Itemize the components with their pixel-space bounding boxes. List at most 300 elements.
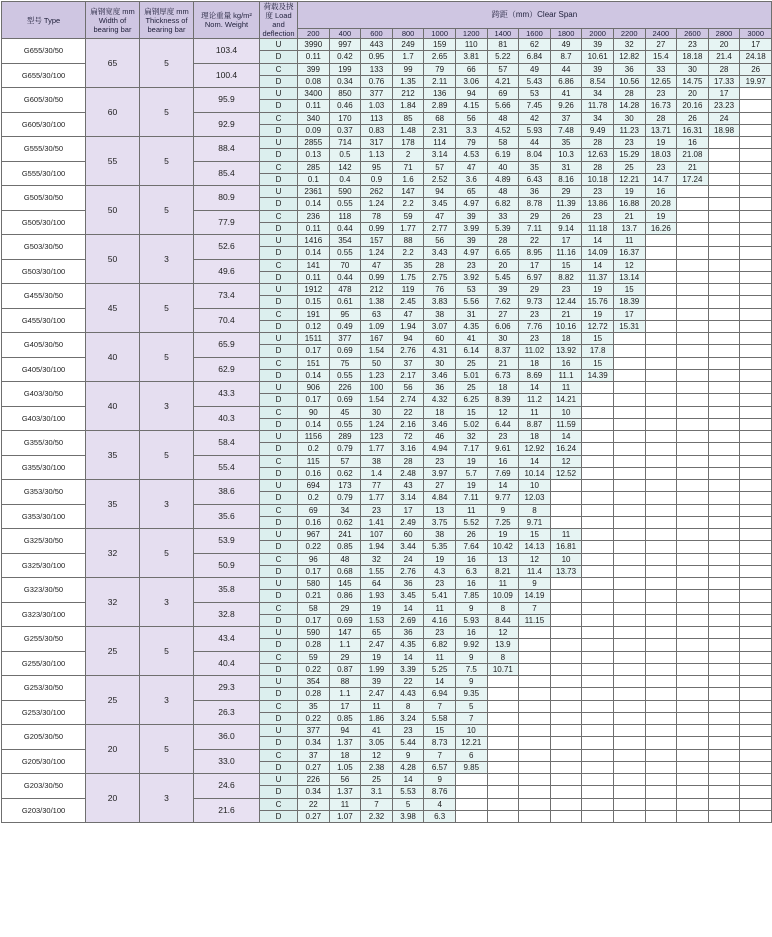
table-row [2, 39, 772, 51]
value-cell: 354 [298, 676, 330, 688]
value-cell: 16.81 [550, 541, 582, 553]
value-cell: 11.37 [582, 271, 614, 283]
bar-thickness-cell: 3 [140, 774, 194, 823]
value-cell: 5 [392, 798, 424, 810]
value-cell [740, 700, 772, 712]
value-cell [519, 663, 551, 675]
value-cell [613, 480, 645, 492]
value-cell: 17.24 [677, 173, 709, 185]
value-cell: 5.43 [519, 75, 551, 87]
value-cell: 0.27 [298, 810, 330, 822]
value-cell: 262 [361, 186, 393, 198]
load-deflection-cell: D [260, 688, 298, 700]
value-cell: 17 [519, 259, 551, 271]
value-cell [708, 541, 740, 553]
value-cell [613, 786, 645, 798]
value-cell: 0.28 [298, 688, 330, 700]
value-cell [550, 492, 582, 504]
value-cell: 5.53 [392, 786, 424, 798]
value-cell [550, 725, 582, 737]
value-cell [677, 725, 709, 737]
value-cell: 56 [329, 774, 361, 786]
value-cell: 1.6 [392, 173, 424, 185]
value-cell: 906 [298, 382, 330, 394]
value-cell: 11 [424, 651, 456, 663]
load-deflection-cell: C [260, 357, 298, 369]
value-cell: 1.23 [361, 369, 393, 381]
value-cell: 47 [455, 161, 487, 173]
value-cell: 24.18 [740, 51, 772, 63]
value-cell [677, 345, 709, 357]
load-deflection-cell: D [260, 541, 298, 553]
value-cell: 1511 [298, 333, 330, 345]
value-cell: 31 [455, 308, 487, 320]
table-row [2, 578, 772, 590]
value-cell: 6.3 [424, 810, 456, 822]
value-cell [740, 271, 772, 283]
value-cell [677, 737, 709, 749]
value-cell [645, 431, 677, 443]
value-cell [613, 774, 645, 786]
value-cell [708, 467, 740, 479]
value-cell [740, 590, 772, 602]
type-cell: G253/30/50 [2, 676, 86, 701]
load-deflection-cell: D [260, 124, 298, 136]
load-deflection-cell: D [260, 75, 298, 87]
value-cell [677, 467, 709, 479]
value-cell [613, 541, 645, 553]
value-cell [550, 700, 582, 712]
value-cell: 48 [487, 186, 519, 198]
table-row [2, 186, 772, 198]
value-cell [708, 614, 740, 626]
type-cell: G205/30/100 [2, 749, 86, 774]
value-cell: 22 [298, 798, 330, 810]
value-cell: 9.85 [455, 761, 487, 773]
load-deflection-cell: U [260, 88, 298, 100]
value-cell: 2.89 [424, 100, 456, 112]
weight-cell: 88.4 [194, 137, 260, 162]
value-cell [613, 455, 645, 467]
value-cell: 18 [424, 406, 456, 418]
load-deflection-cell: C [260, 210, 298, 222]
value-cell: 10.56 [613, 75, 645, 87]
value-cell: 3.6 [455, 173, 487, 185]
value-cell: 1.99 [361, 663, 393, 675]
value-cell: 19 [645, 137, 677, 149]
load-deflection-cell: U [260, 627, 298, 639]
value-cell [645, 774, 677, 786]
value-cell [613, 553, 645, 565]
value-cell: 4.84 [424, 492, 456, 504]
value-cell: 2.45 [392, 296, 424, 308]
value-cell: 14.28 [613, 100, 645, 112]
value-cell [708, 149, 740, 161]
value-cell: 39 [361, 676, 393, 688]
value-cell [582, 810, 614, 822]
value-cell [708, 186, 740, 198]
span-header-cell: 800 [392, 28, 424, 38]
type-cell: G405/30/50 [2, 333, 86, 358]
value-cell [677, 578, 709, 590]
weight-cell: 52.6 [194, 235, 260, 260]
value-cell [645, 320, 677, 332]
value-cell: 14 [582, 235, 614, 247]
value-cell: 50 [361, 357, 393, 369]
value-cell: 23 [582, 210, 614, 222]
value-cell: 9 [424, 774, 456, 786]
table-row [2, 480, 772, 492]
value-cell [645, 786, 677, 798]
load-deflection-cell: D [260, 492, 298, 504]
value-cell: 2361 [298, 186, 330, 198]
value-cell [708, 320, 740, 332]
value-cell: 14 [519, 382, 551, 394]
value-cell [677, 774, 709, 786]
value-cell: 6.57 [424, 761, 456, 773]
value-cell: 5.22 [487, 51, 519, 63]
value-cell [613, 688, 645, 700]
value-cell [708, 418, 740, 430]
value-cell [708, 639, 740, 651]
value-cell: 14 [392, 774, 424, 786]
value-cell: 24 [708, 112, 740, 124]
value-cell: 30 [487, 333, 519, 345]
value-cell [550, 504, 582, 516]
value-cell [740, 149, 772, 161]
value-cell: 58 [298, 602, 330, 614]
table-row [2, 676, 772, 688]
value-cell: 12.21 [455, 737, 487, 749]
bar-thickness-cell: 5 [140, 333, 194, 382]
value-cell [645, 235, 677, 247]
value-cell: 8.16 [550, 173, 582, 185]
value-cell: 6.43 [519, 173, 551, 185]
load-span-table [1, 1, 772, 823]
value-cell: 3.46 [424, 418, 456, 430]
value-cell [645, 406, 677, 418]
value-cell: 2.47 [361, 688, 393, 700]
value-cell: 0.11 [298, 271, 330, 283]
load-deflection-cell: C [260, 602, 298, 614]
value-cell [677, 602, 709, 614]
value-cell: 44 [519, 137, 551, 149]
value-cell: 159 [424, 39, 456, 51]
value-cell: 13 [424, 504, 456, 516]
value-cell: 0.68 [329, 565, 361, 577]
value-cell [677, 357, 709, 369]
value-cell: 17 [550, 235, 582, 247]
load-deflection-cell: C [260, 112, 298, 124]
value-cell: 0.21 [298, 590, 330, 602]
value-cell [677, 810, 709, 822]
value-cell [613, 700, 645, 712]
value-cell [677, 394, 709, 406]
value-cell: 15.4 [645, 51, 677, 63]
value-cell [708, 529, 740, 541]
value-cell: 17 [708, 88, 740, 100]
value-cell: 199 [329, 63, 361, 75]
load-deflection-cell: U [260, 725, 298, 737]
bar-width-cell: 55 [86, 137, 140, 186]
value-cell: 2855 [298, 137, 330, 149]
value-cell [613, 590, 645, 602]
value-cell: 2.74 [392, 394, 424, 406]
value-cell: 1.53 [361, 614, 393, 626]
value-cell: 10 [550, 553, 582, 565]
value-cell [519, 786, 551, 798]
type-cell: G255/30/100 [2, 651, 86, 676]
value-cell: 14 [550, 431, 582, 443]
value-cell: 0.08 [298, 75, 330, 87]
value-cell: 997 [329, 39, 361, 51]
value-cell [645, 639, 677, 651]
value-cell: 79 [455, 137, 487, 149]
value-cell [677, 406, 709, 418]
value-cell [613, 565, 645, 577]
load-deflection-cell: U [260, 578, 298, 590]
value-cell [550, 651, 582, 663]
value-cell: 23 [361, 504, 393, 516]
value-cell [519, 639, 551, 651]
weight-cell: 58.4 [194, 431, 260, 456]
value-cell: 1.03 [361, 100, 393, 112]
value-cell [708, 455, 740, 467]
value-cell [550, 578, 582, 590]
value-cell [708, 345, 740, 357]
load-deflection-cell: D [260, 737, 298, 749]
value-cell [708, 712, 740, 724]
value-cell: 11 [613, 235, 645, 247]
value-cell: 3.44 [392, 541, 424, 553]
value-cell [708, 357, 740, 369]
value-cell: 65 [361, 627, 393, 639]
value-cell: 147 [392, 186, 424, 198]
value-cell [645, 247, 677, 259]
value-cell [645, 700, 677, 712]
value-cell: 8.78 [519, 198, 551, 210]
value-cell: 14.39 [582, 369, 614, 381]
type-cell: G655/30/100 [2, 63, 86, 88]
weight-cell: 40.3 [194, 406, 260, 431]
value-cell [519, 627, 551, 639]
value-cell: 16.31 [677, 124, 709, 136]
load-deflection-cell: C [260, 798, 298, 810]
value-cell [708, 786, 740, 798]
value-cell: 15.29 [613, 149, 645, 161]
load-deflection-cell: C [260, 504, 298, 516]
value-cell: 3.1 [361, 786, 393, 798]
span-header-cell: 1400 [487, 28, 519, 38]
value-cell [582, 712, 614, 724]
value-cell: 15 [550, 259, 582, 271]
value-cell: 9.49 [582, 124, 614, 136]
value-cell [677, 492, 709, 504]
value-cell: 59 [298, 651, 330, 663]
value-cell: 118 [329, 210, 361, 222]
value-cell: 15 [424, 725, 456, 737]
value-cell: 0.1 [298, 173, 330, 185]
value-cell: 23 [392, 725, 424, 737]
value-cell: 24 [392, 553, 424, 565]
value-cell: 9 [487, 504, 519, 516]
value-cell: 9.35 [455, 688, 487, 700]
value-cell [550, 749, 582, 761]
load-deflection-cell: C [260, 553, 298, 565]
bar-thickness-cell: 5 [140, 137, 194, 186]
value-cell [740, 124, 772, 136]
type-cell: G355/30/100 [2, 455, 86, 480]
value-cell: 4.16 [424, 614, 456, 626]
value-cell [645, 492, 677, 504]
load-deflection-cell: U [260, 480, 298, 492]
value-cell: 590 [329, 186, 361, 198]
value-cell: 96 [298, 553, 330, 565]
value-cell [740, 492, 772, 504]
value-cell [677, 798, 709, 810]
value-cell: 0.55 [329, 247, 361, 259]
value-cell: 5.56 [455, 296, 487, 308]
value-cell: 35 [550, 137, 582, 149]
value-cell [708, 333, 740, 345]
value-cell [740, 516, 772, 528]
value-cell: 29 [519, 210, 551, 222]
value-cell [708, 308, 740, 320]
value-cell: 0.49 [329, 320, 361, 332]
value-cell [550, 798, 582, 810]
value-cell: 10.71 [487, 663, 519, 675]
value-cell: 64 [361, 578, 393, 590]
value-cell: 14 [487, 480, 519, 492]
value-cell [677, 222, 709, 234]
value-cell [708, 565, 740, 577]
value-cell [740, 627, 772, 639]
value-cell [677, 198, 709, 210]
bar-thickness-cell: 5 [140, 431, 194, 480]
type-cell: G605/30/100 [2, 112, 86, 137]
value-cell [613, 639, 645, 651]
value-cell: 8 [392, 700, 424, 712]
value-cell [645, 418, 677, 430]
value-cell: 14.7 [645, 173, 677, 185]
value-cell [582, 798, 614, 810]
weight-cell: 62.9 [194, 357, 260, 382]
value-cell: 19 [361, 602, 393, 614]
load-deflection-cell: D [260, 51, 298, 63]
load-deflection-cell: D [260, 443, 298, 455]
value-cell: 28 [708, 63, 740, 75]
load-deflection-cell: U [260, 382, 298, 394]
value-cell: 32 [361, 553, 393, 565]
value-cell [613, 443, 645, 455]
value-cell: 2 [392, 149, 424, 161]
value-cell: 1.1 [329, 639, 361, 651]
value-cell: 1.4 [361, 467, 393, 479]
value-cell [645, 590, 677, 602]
weight-cell: 100.4 [194, 63, 260, 88]
value-cell: 1.77 [361, 443, 393, 455]
value-cell [677, 676, 709, 688]
value-cell: 0.28 [298, 639, 330, 651]
value-cell: 88 [392, 235, 424, 247]
value-cell: 5.58 [424, 712, 456, 724]
type-cell: G403/30/100 [2, 406, 86, 431]
value-cell: 5.45 [487, 271, 519, 283]
value-cell: 53 [455, 284, 487, 296]
value-cell [613, 369, 645, 381]
value-cell [677, 639, 709, 651]
weight-cell: 92.9 [194, 112, 260, 137]
value-cell [645, 308, 677, 320]
value-cell [455, 786, 487, 798]
value-cell: 47 [392, 308, 424, 320]
load-deflection-cell: D [260, 198, 298, 210]
load-deflection-cell: U [260, 235, 298, 247]
value-cell [708, 247, 740, 259]
value-cell: 2.76 [392, 345, 424, 357]
value-cell: 0.55 [329, 369, 361, 381]
value-cell [613, 578, 645, 590]
value-cell: 14 [582, 259, 614, 271]
value-cell [487, 688, 519, 700]
value-cell [645, 798, 677, 810]
value-cell: 71 [392, 161, 424, 173]
load-deflection-cell: D [260, 467, 298, 479]
value-cell: 9.73 [519, 296, 551, 308]
value-cell: 4.94 [424, 443, 456, 455]
value-cell: 0.99 [361, 222, 393, 234]
value-cell: 4.89 [487, 173, 519, 185]
value-cell [645, 333, 677, 345]
thickness-column-header: 扁钢厚度 mm Thickness of bearing bar [140, 2, 194, 39]
value-cell: 107 [361, 529, 393, 541]
type-cell: G555/30/50 [2, 137, 86, 162]
value-cell: 4.21 [487, 75, 519, 87]
value-cell: 5.35 [424, 541, 456, 553]
value-cell: 59 [392, 210, 424, 222]
value-cell: 15 [519, 529, 551, 541]
value-cell [550, 737, 582, 749]
span-header-cell: 1800 [550, 28, 582, 38]
value-cell [740, 418, 772, 430]
value-cell: 11 [455, 504, 487, 516]
value-cell: 88 [329, 676, 361, 688]
load-deflection-cell: D [260, 222, 298, 234]
value-cell: 0.17 [298, 394, 330, 406]
value-cell: 0.34 [298, 737, 330, 749]
value-cell: 2.75 [424, 271, 456, 283]
type-cell: G325/30/100 [2, 553, 86, 578]
value-cell: 20 [677, 88, 709, 100]
bar-thickness-cell: 5 [140, 284, 194, 333]
value-cell: 23 [487, 431, 519, 443]
value-cell [613, 492, 645, 504]
value-cell: 39 [455, 235, 487, 247]
value-cell [708, 553, 740, 565]
value-cell: 16 [455, 553, 487, 565]
value-cell: 0.14 [298, 247, 330, 259]
value-cell: 8.37 [487, 345, 519, 357]
value-cell: 2.65 [424, 51, 456, 63]
value-cell [582, 443, 614, 455]
value-cell: 1.77 [392, 222, 424, 234]
table-row [2, 627, 772, 639]
value-cell [550, 774, 582, 786]
weight-column-header: 理论重量 kg/m² Nom. Weight [194, 2, 260, 39]
value-cell [582, 529, 614, 541]
value-cell: 19 [613, 186, 645, 198]
value-cell [740, 259, 772, 271]
